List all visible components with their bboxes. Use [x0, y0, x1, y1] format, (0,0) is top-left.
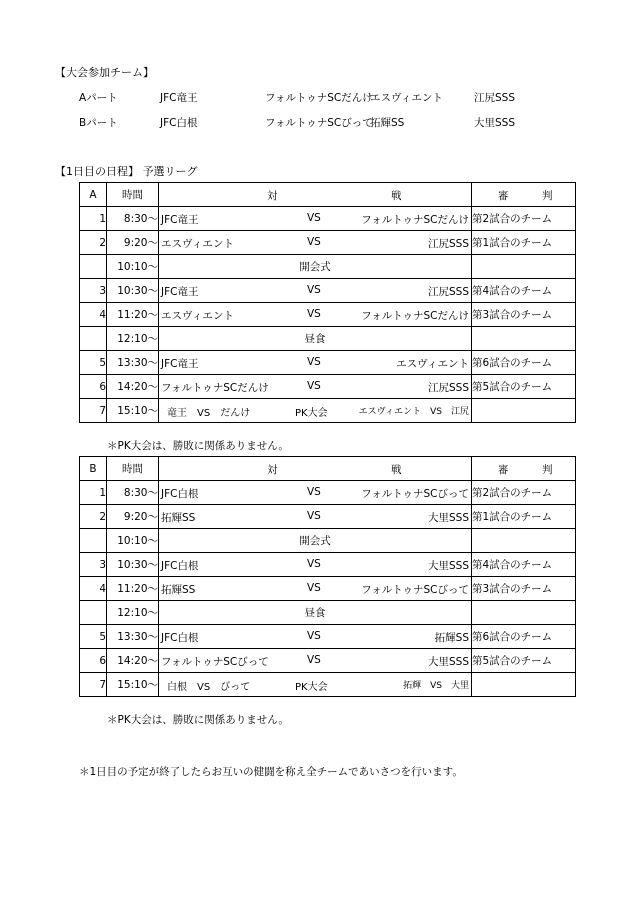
schedule-row — [80, 601, 576, 625]
match-time: 10:30～ — [107, 279, 159, 303]
vs-label: VS — [307, 380, 321, 392]
match-number — [80, 601, 107, 625]
schedule-row — [80, 529, 576, 553]
match-cell — [159, 481, 472, 505]
match-number — [80, 529, 107, 553]
vs-label: VS — [307, 308, 321, 320]
match-header-char-1: 対 — [267, 464, 278, 476]
schedule-row — [80, 279, 576, 303]
match-time: 14:20～ — [107, 649, 159, 673]
part-b-team-4: 大里SSS — [474, 117, 515, 129]
referee-cell — [472, 255, 576, 279]
event-cell: 昼食 — [159, 327, 472, 351]
pk-match-left: 白根 VS びって — [167, 682, 251, 693]
part-b-label: Bパート — [79, 117, 118, 129]
schedule-table-b — [79, 456, 576, 697]
away-team: フォルトゥナSCびって — [361, 584, 469, 596]
part-b-team-1: JFC白根 — [160, 117, 198, 129]
part-a-team-2: フォルトゥナSCだんけ — [265, 92, 373, 104]
match-time: 10:30～ — [107, 553, 159, 577]
home-team: JFC竜王 — [161, 358, 199, 370]
match-header-char-1: 対 — [267, 190, 278, 202]
away-team: 大里SSS — [428, 656, 469, 668]
match-number: 2 — [80, 231, 107, 255]
match-header-char-2: 戦 — [391, 190, 402, 202]
referee-cell: 第5試合のチーム — [472, 375, 576, 399]
home-team: フォルトゥナSCびって — [161, 656, 269, 668]
match-time: 15:10～ — [107, 399, 159, 423]
vs-label: VS — [307, 558, 321, 570]
referee-header — [472, 457, 576, 481]
match-number: 7 — [80, 673, 107, 697]
match-number: 1 — [80, 207, 107, 231]
vs-label: VS — [307, 510, 321, 522]
match-time: 12:10～ — [107, 327, 159, 351]
referee-header-char-1: 審 — [498, 190, 509, 202]
match-time: 9:20～ — [107, 505, 159, 529]
match-cell — [159, 375, 472, 399]
match-number: 5 — [80, 625, 107, 649]
referee-header — [472, 183, 576, 207]
footer-note: ＊1日目の予定が終了したらお互いの健闘を称え全チームであいさつを行います。 — [79, 766, 463, 778]
referee-cell — [472, 399, 576, 423]
match-cell — [159, 303, 472, 327]
referee-header-char-2: 判 — [542, 190, 553, 202]
referee-cell: 第2試合のチーム — [472, 207, 576, 231]
event-cell: 開会式 — [159, 255, 472, 279]
referee-cell: 第6試合のチーム — [472, 351, 576, 375]
pk-event-label: PK大会 — [295, 682, 328, 693]
referee-header-char-2: 判 — [542, 464, 553, 476]
match-cell — [159, 505, 472, 529]
match-time: 9:20～ — [107, 231, 159, 255]
away-team: エスヴィエント — [396, 358, 469, 370]
referee-cell: 第3試合のチーム — [472, 577, 576, 601]
match-number — [80, 327, 107, 351]
vs-label: VS — [307, 284, 321, 296]
home-team: フォルトゥナSCだんけ — [161, 382, 269, 394]
vs-label: VS — [307, 356, 321, 368]
match-cell — [159, 351, 472, 375]
schedule-row — [80, 577, 576, 601]
match-time: 11:20～ — [107, 577, 159, 601]
match-cell — [159, 577, 472, 601]
schedule-row — [80, 327, 576, 351]
match-time: 13:30～ — [107, 625, 159, 649]
pk-note-a: ＊PK大会は、勝敗に関係ありません。 — [107, 440, 289, 452]
event-cell: 開会式 — [159, 529, 472, 553]
away-team: 大里SSS — [428, 512, 469, 524]
referee-cell — [472, 673, 576, 697]
group-label: B — [80, 457, 107, 481]
referee-cell: 第3試合のチーム — [472, 303, 576, 327]
part-a-team-3: エスヴィエント — [370, 92, 443, 104]
referee-cell: 第5試合のチーム — [472, 649, 576, 673]
match-time: 12:10～ — [107, 601, 159, 625]
referee-cell — [472, 601, 576, 625]
home-team: JFC竜王 — [161, 214, 199, 226]
schedule-row — [80, 649, 576, 673]
schedule-row — [80, 481, 576, 505]
match-cell — [159, 279, 472, 303]
schedule-title: 【1日目の日程】 予選リーグ — [55, 165, 198, 178]
schedule-row — [80, 207, 576, 231]
match-number: 2 — [80, 505, 107, 529]
referee-cell: 第2試合のチーム — [472, 481, 576, 505]
referee-cell: 第4試合のチーム — [472, 279, 576, 303]
match-header-char-2: 戦 — [391, 464, 402, 476]
part-b-team-2: フォルトゥナSCびって — [265, 117, 373, 129]
match-time: 14:20～ — [107, 375, 159, 399]
match-time: 8:30～ — [107, 207, 159, 231]
vs-label: VS — [307, 486, 321, 498]
match-number: 4 — [80, 303, 107, 327]
referee-cell: 第1試合のチーム — [472, 505, 576, 529]
home-team: JFC白根 — [161, 488, 199, 500]
vs-label: VS — [307, 236, 321, 248]
match-time: 13:30～ — [107, 351, 159, 375]
pk-match-left: 竜王 VS だんけ — [167, 408, 251, 419]
pk-match-right: エスヴィエント VS 江尻 — [358, 407, 469, 417]
pk-match-right: 拓輝 VS 大里 — [403, 681, 469, 691]
away-team: 大里SSS — [428, 560, 469, 572]
part-b-team-3: 拓輝SS — [370, 117, 405, 129]
away-team: 江尻SSS — [428, 382, 469, 394]
time-header: 時間 — [107, 183, 159, 207]
home-team: JFC白根 — [161, 560, 199, 572]
schedule-row — [80, 231, 576, 255]
vs-label: VS — [307, 212, 321, 224]
schedule-row — [80, 375, 576, 399]
part-a-team-4: 江尻SSS — [474, 92, 515, 104]
event-cell: 昼食 — [159, 601, 472, 625]
match-header — [159, 183, 472, 207]
header-row — [80, 457, 576, 481]
referee-cell: 第6試合のチーム — [472, 625, 576, 649]
match-cell — [159, 649, 472, 673]
match-cell — [159, 231, 472, 255]
match-number: 4 — [80, 577, 107, 601]
match-number: 1 — [80, 481, 107, 505]
match-cell — [159, 207, 472, 231]
match-time: 10:10～ — [107, 529, 159, 553]
vs-label: VS — [307, 654, 321, 666]
referee-cell — [472, 327, 576, 351]
referee-header-char-1: 審 — [498, 464, 509, 476]
match-time: 8:30～ — [107, 481, 159, 505]
referee-cell — [472, 529, 576, 553]
match-cell — [159, 625, 472, 649]
match-time: 11:20～ — [107, 303, 159, 327]
vs-label: VS — [307, 630, 321, 642]
match-number: 6 — [80, 375, 107, 399]
schedule-row — [80, 625, 576, 649]
away-team: 拓輝SS — [434, 632, 469, 644]
part-a-label: Aパート — [79, 92, 118, 104]
referee-cell: 第4試合のチーム — [472, 553, 576, 577]
match-number: 6 — [80, 649, 107, 673]
away-team: フォルトゥナSCだんけ — [361, 214, 469, 226]
schedule-row — [80, 553, 576, 577]
time-header: 時間 — [107, 457, 159, 481]
home-team: JFC竜王 — [161, 286, 199, 298]
match-cell — [159, 399, 472, 423]
pk-event-label: PK大会 — [295, 408, 328, 419]
schedule-row — [80, 303, 576, 327]
schedule-row — [80, 505, 576, 529]
part-a-team-1: JFC竜王 — [160, 92, 198, 104]
match-time: 15:10～ — [107, 673, 159, 697]
header-row — [80, 183, 576, 207]
away-team: 江尻SSS — [428, 286, 469, 298]
match-number — [80, 255, 107, 279]
match-cell — [159, 673, 472, 697]
match-number: 3 — [80, 279, 107, 303]
home-team: JFC白根 — [161, 632, 199, 644]
schedule-row — [80, 399, 576, 423]
home-team: エスヴィエント — [161, 238, 234, 250]
schedule-row — [80, 351, 576, 375]
match-number: 7 — [80, 399, 107, 423]
match-number: 5 — [80, 351, 107, 375]
match-cell — [159, 553, 472, 577]
away-team: フォルトゥナSCだんけ — [361, 310, 469, 322]
match-number: 3 — [80, 553, 107, 577]
vs-label: VS — [307, 582, 321, 594]
schedule-row — [80, 673, 576, 697]
participants-title: 【大会参加チーム】 — [55, 66, 154, 79]
home-team: エスヴィエント — [161, 310, 234, 322]
match-header — [159, 457, 472, 481]
pk-note-b: ＊PK大会は、勝敗に関係ありません。 — [107, 714, 289, 726]
home-team: 拓輝SS — [161, 584, 196, 596]
away-team: 江尻SSS — [428, 238, 469, 250]
away-team: フォルトゥナSCびって — [361, 488, 469, 500]
referee-cell: 第1試合のチーム — [472, 231, 576, 255]
group-label: A — [80, 183, 107, 207]
match-time: 10:10～ — [107, 255, 159, 279]
schedule-table-a — [79, 182, 576, 423]
schedule-row — [80, 255, 576, 279]
home-team: 拓輝SS — [161, 512, 196, 524]
